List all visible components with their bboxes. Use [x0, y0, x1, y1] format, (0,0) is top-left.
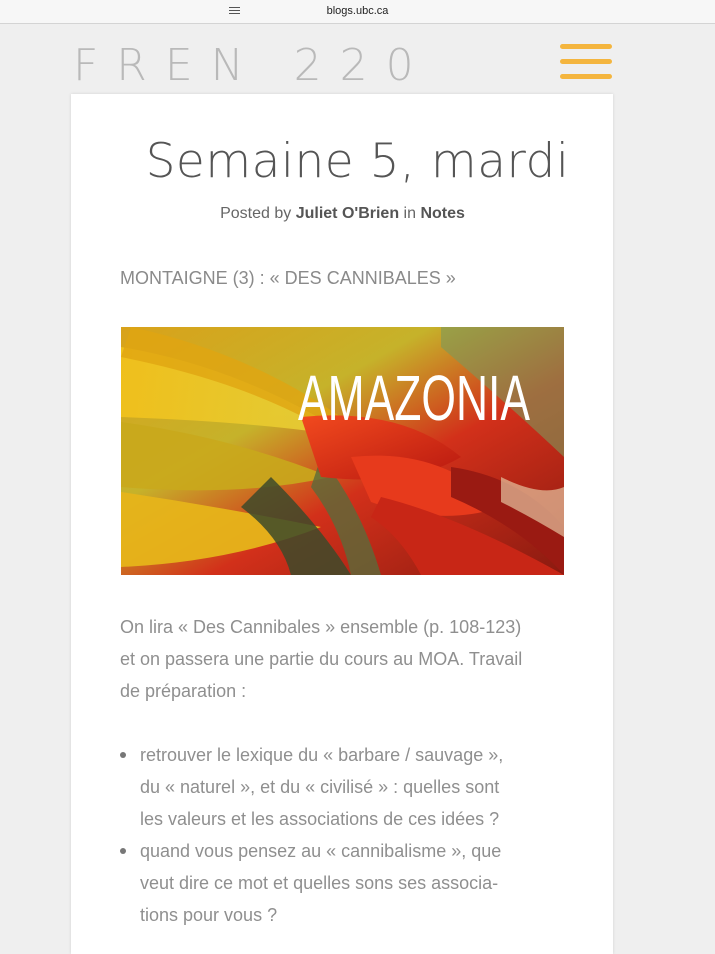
menu-line-icon [560, 74, 612, 79]
list-line: quand vous pensez au « cannibalisme », que [140, 841, 502, 861]
list-item [120, 739, 580, 835]
list-line: veut dire ce mot et quelles sons ses associa- [140, 873, 499, 893]
intro-line: de préparation : [120, 681, 247, 701]
list-line: les valeurs et les associations de ces idées ? [140, 809, 500, 829]
intro-line: On lira « Des Cannibales » ensemble (p. 108-123) [120, 617, 522, 637]
list-line: du « naturel », et du « civilisé » : quelles sont [140, 777, 500, 797]
hamburger-menu-button[interactable] [560, 44, 612, 82]
post-byline [0, 205, 685, 223]
intro-line: et on passera une partie du cours au MOA. Travail [120, 649, 523, 669]
byline-in: in [403, 205, 416, 222]
list-line: retrouver le lexique du « barbare / sauvage », [140, 745, 504, 765]
bullet-icon [120, 848, 126, 854]
post-title: Semaine 5, mardi [145, 134, 570, 189]
browser-address-bar[interactable] [0, 0, 715, 24]
category-link[interactable]: Notes [420, 205, 465, 222]
list-item [120, 835, 580, 931]
amazonia-feather-image [121, 327, 564, 575]
image-caption: AMAZONIA [298, 362, 531, 434]
task-list [120, 739, 580, 931]
section-heading: MONTAIGNE (3) : « DES CANNIBALES » [120, 268, 456, 288]
list-line: tions pour vous ? [140, 905, 278, 925]
menu-line-icon [560, 59, 612, 64]
site-title[interactable]: FREN 220 [73, 40, 432, 91]
intro-paragraph [120, 611, 580, 707]
menu-line-icon [560, 44, 612, 49]
author-link[interactable]: Juliet O'Brien [295, 205, 400, 222]
bullet-icon [120, 752, 126, 758]
url-text[interactable]: blogs.ubc.ca [326, 5, 389, 17]
byline-prefix: Posted by [220, 205, 292, 222]
